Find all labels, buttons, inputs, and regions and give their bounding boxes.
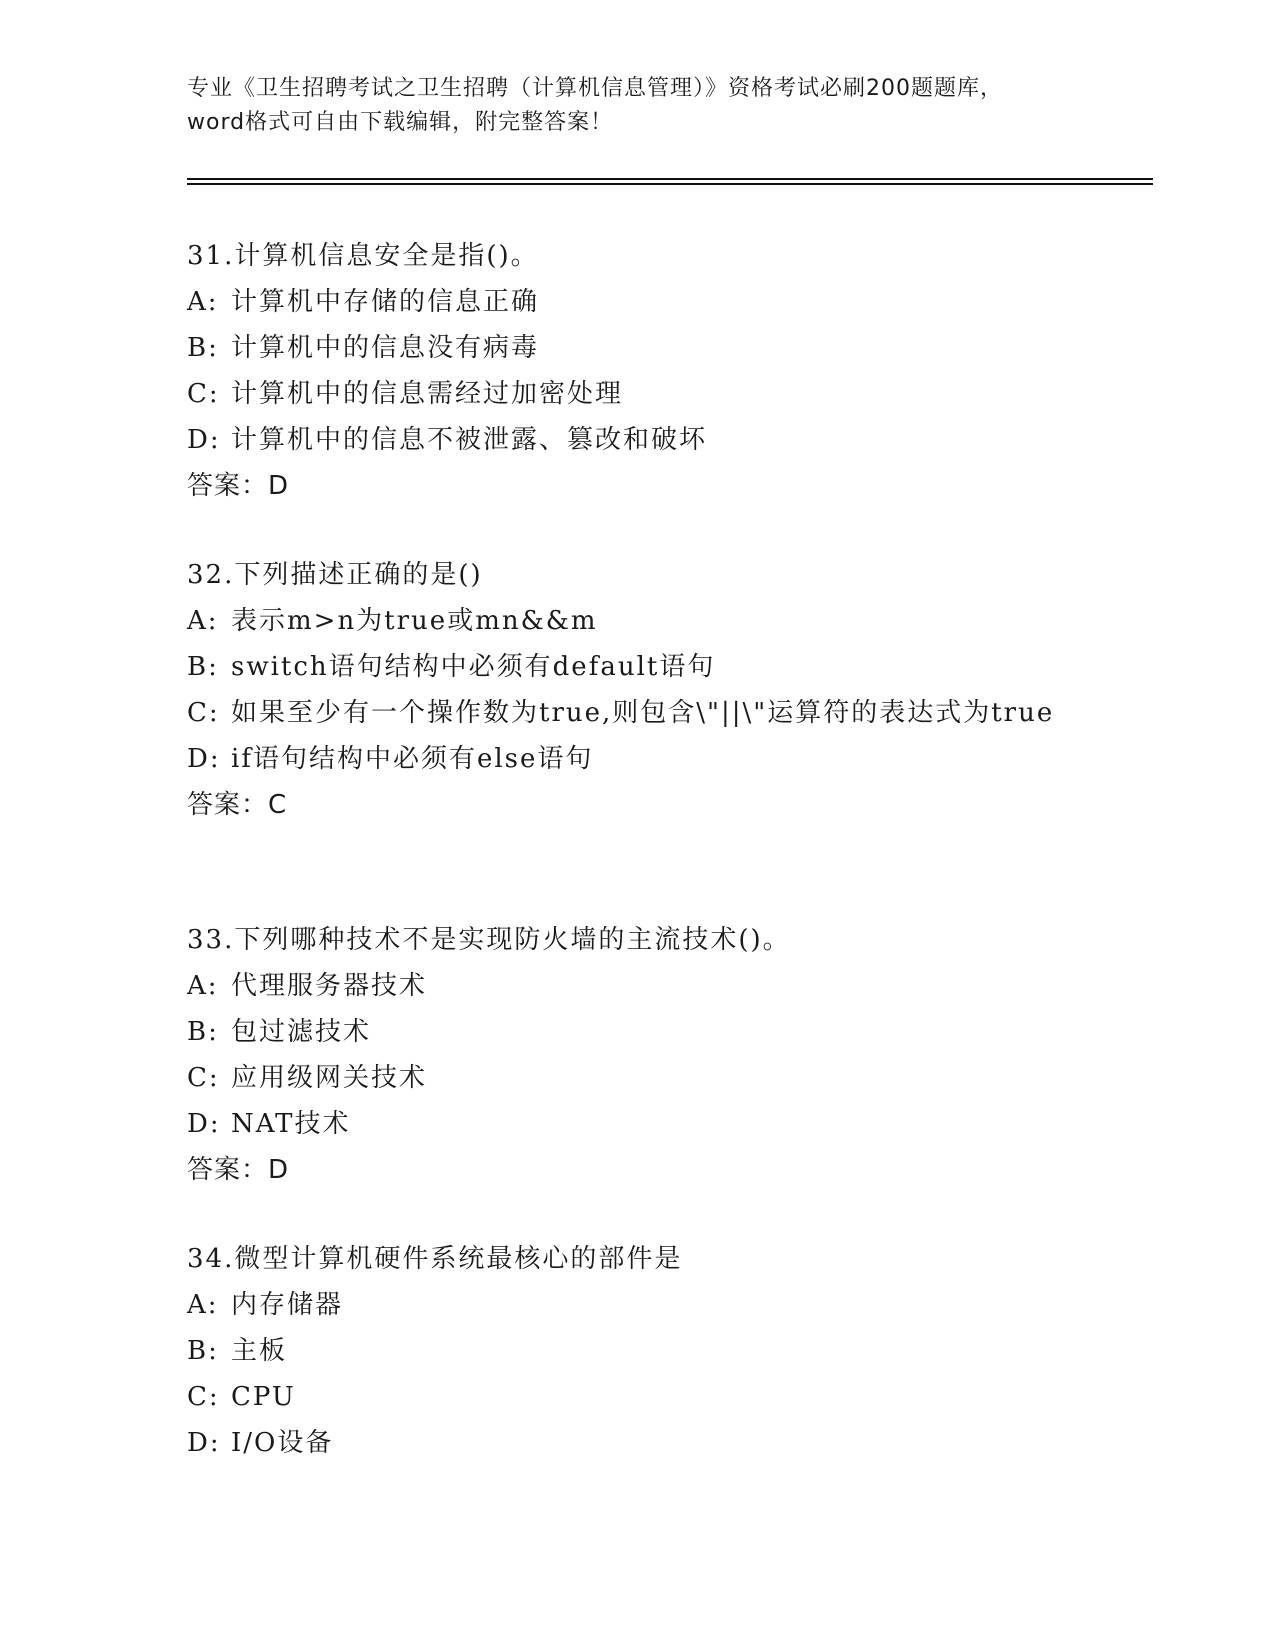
question-32 <box>187 557 1067 823</box>
option-prefix: C: <box>187 698 220 728</box>
option-prefix: D: <box>187 744 221 774</box>
option-c <box>187 695 1067 731</box>
option-text: I/O设备 <box>231 1428 334 1458</box>
option-text: 表示m>n为true或mn&&m <box>231 606 598 636</box>
option-a <box>187 968 1067 1004</box>
option-text: 计算机中存储的信息正确 <box>231 287 540 317</box>
option-prefix: A: <box>187 606 219 636</box>
question-34 <box>187 1241 1067 1471</box>
option-c <box>187 376 1067 412</box>
option-prefix: B: <box>187 1017 219 1047</box>
header-subtitle-line: word格式可自由下载编辑，附完整答案！ <box>187 110 614 135</box>
answer-line: 答案：C <box>187 790 288 820</box>
header-divider-top <box>187 178 1153 180</box>
option-text: 计算机中的信息没有病毒 <box>231 333 540 363</box>
answer-line: 答案：D <box>187 1155 290 1185</box>
question-stem: 34.微型计算机硬件系统最核心的部件是 <box>187 1244 683 1274</box>
option-d <box>187 1425 1067 1461</box>
option-text: 主板 <box>231 1336 288 1366</box>
option-prefix: D: <box>187 425 221 455</box>
option-text: 应用级网关技术 <box>231 1063 428 1093</box>
option-prefix: A: <box>187 1290 219 1320</box>
option-d <box>187 741 1067 777</box>
header-divider-bottom <box>187 183 1153 185</box>
option-prefix: C: <box>187 1063 220 1093</box>
option-text: if语句结构中必须有else语句 <box>231 744 594 774</box>
option-c <box>187 1060 1067 1096</box>
document-header <box>187 72 1087 140</box>
question-stem: 33.下列哪种技术不是实现防火墙的主流技术()。 <box>187 925 791 955</box>
question-31 <box>187 238 1067 504</box>
option-text: 如果至少有一个操作数为true,则包含\"||\"运算符的表达式为true <box>231 698 1055 728</box>
option-prefix: D: <box>187 1109 221 1139</box>
option-prefix: B: <box>187 333 219 363</box>
option-text: CPU <box>231 1382 296 1412</box>
option-text: 内存储器 <box>231 1290 344 1320</box>
option-prefix: A: <box>187 287 219 317</box>
answer-line: 答案：D <box>187 471 290 501</box>
header-title-line: 专业《卫生招聘考试之卫生招聘（计算机信息管理）》资格考试必刷200题题库， <box>187 76 1003 101</box>
option-d <box>187 422 1067 458</box>
option-prefix: B: <box>187 652 219 682</box>
option-text: NAT技术 <box>231 1109 351 1139</box>
option-a <box>187 284 1067 320</box>
option-text: 计算机中的信息需经过加密处理 <box>231 379 624 409</box>
option-prefix: C: <box>187 1382 220 1412</box>
option-c <box>187 1379 1067 1415</box>
option-prefix: B: <box>187 1336 219 1366</box>
question-33 <box>187 922 1067 1188</box>
option-text: 计算机中的信息不被泄露、篡改和破坏 <box>231 425 708 455</box>
option-b <box>187 330 1067 366</box>
option-b <box>187 1333 1067 1369</box>
option-b <box>187 1014 1067 1050</box>
option-d <box>187 1106 1067 1142</box>
option-a <box>187 1287 1067 1323</box>
option-text: switch语句结构中必须有default语句 <box>231 652 716 682</box>
option-text: 代理服务器技术 <box>231 971 428 1001</box>
option-prefix: C: <box>187 379 220 409</box>
question-stem: 31.计算机信息安全是指()。 <box>187 241 539 271</box>
option-prefix: D: <box>187 1428 221 1458</box>
option-text: 包过滤技术 <box>231 1017 372 1047</box>
option-prefix: A: <box>187 971 219 1001</box>
option-b <box>187 649 1067 685</box>
question-stem: 32.下列描述正确的是() <box>187 560 483 590</box>
option-a <box>187 603 1067 639</box>
